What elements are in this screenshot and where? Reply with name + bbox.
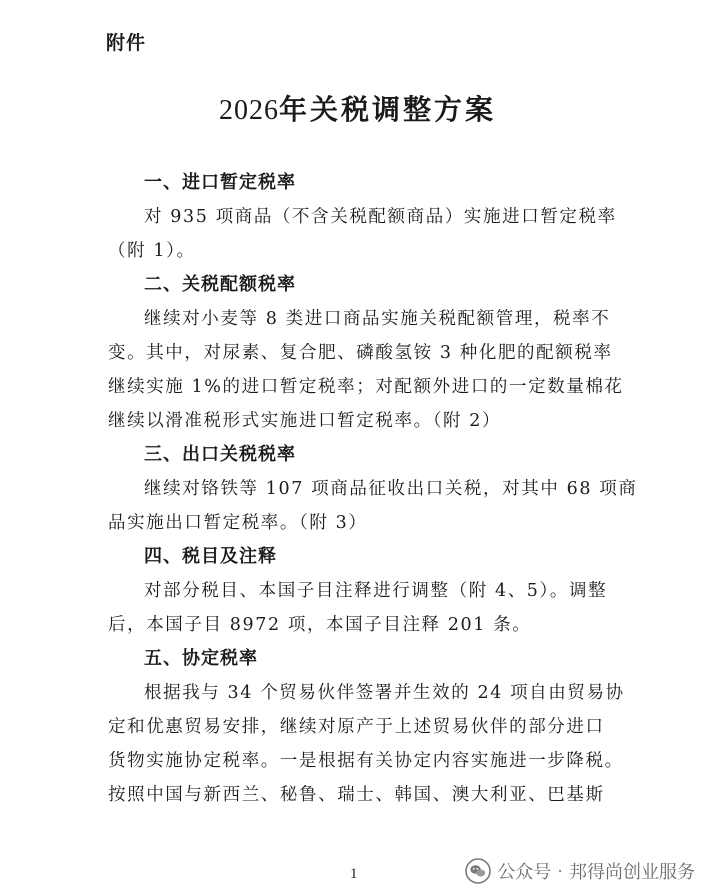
attachment-label: 附件 <box>106 32 147 54</box>
paragraph-line: 根据我与 34 个贸易伙伴签署并生效的 24 项自由贸易协 <box>144 683 625 703</box>
paragraph-line: 按照中国与新西兰、秘鲁、瑞士、韩国、澳大利亚、巴基斯 <box>108 785 605 805</box>
watermark-account-name: 邦得尚创业服务 <box>569 862 695 883</box>
paragraph-line: 定和优惠贸易安排，继续对原产于上述贸易伙伴的部分进口 <box>108 717 605 737</box>
section-paragraph <box>108 302 633 438</box>
paragraph-line: 继续对小麦等 8 类进口商品实施关税配额管理，税率不 <box>144 309 611 329</box>
document-body <box>108 166 638 812</box>
wechat-icon <box>465 858 491 884</box>
watermark-prefix: 公众号 <box>497 862 552 883</box>
section-paragraph <box>108 472 638 540</box>
paragraph-line: 后，本国子目 8972 项，本国子目注释 201 条。 <box>108 615 532 635</box>
section-heading: 五、协定税率 <box>144 648 258 669</box>
paragraph-line: 继续对铬铁等 107 项商品征收出口关税，对其中 68 项商 <box>144 479 638 499</box>
paragraph-line: 品实施出口暂定税率。（附 3） <box>108 513 368 533</box>
document-title <box>0 88 715 128</box>
section-tariff-items-notes <box>108 540 633 642</box>
section-agreement-rate <box>108 642 633 812</box>
section-paragraph <box>108 676 633 812</box>
paragraph-line: （附 1）。 <box>108 241 196 261</box>
section-import-provisional-rate <box>108 166 633 268</box>
wechat-watermark <box>459 856 701 886</box>
page-number: 1 <box>350 866 358 882</box>
paragraph-line: 变。其中，对尿素、复合肥、磷酸氢铵 3 种化肥的配额税率 <box>108 343 613 363</box>
section-heading: 二、关税配额税率 <box>144 274 296 295</box>
section-heading: 三、出口关税税率 <box>144 444 296 465</box>
section-paragraph <box>108 200 633 268</box>
paragraph-line: 对部分税目、本国子目注释进行调整（附 4、5）。调整 <box>144 581 608 601</box>
paragraph-line: 继续实施 1%的进口暂定税率；对配额外进口的一定数量棉花 <box>108 377 624 397</box>
section-tariff-quota-rate <box>108 268 633 438</box>
title-year: 2026 <box>218 95 279 126</box>
section-heading: 四、税目及注释 <box>144 546 277 567</box>
section-export-tariff-rate <box>108 438 638 540</box>
paragraph-line: 继续以滑准税形式实施进口暂定税率。（附 2） <box>108 411 502 431</box>
title-text: 年关税调整方案 <box>278 93 496 126</box>
paragraph-line: 对 935 项商品（不含关税配额商品）实施进口暂定税率 <box>144 207 617 227</box>
section-paragraph <box>108 574 633 642</box>
section-heading: 一、进口暂定税率 <box>144 172 296 193</box>
watermark-separator: · <box>557 860 563 882</box>
paragraph-line: 货物实施协定税率。一是根据有关协定内容实施进一步降税。 <box>108 751 624 771</box>
